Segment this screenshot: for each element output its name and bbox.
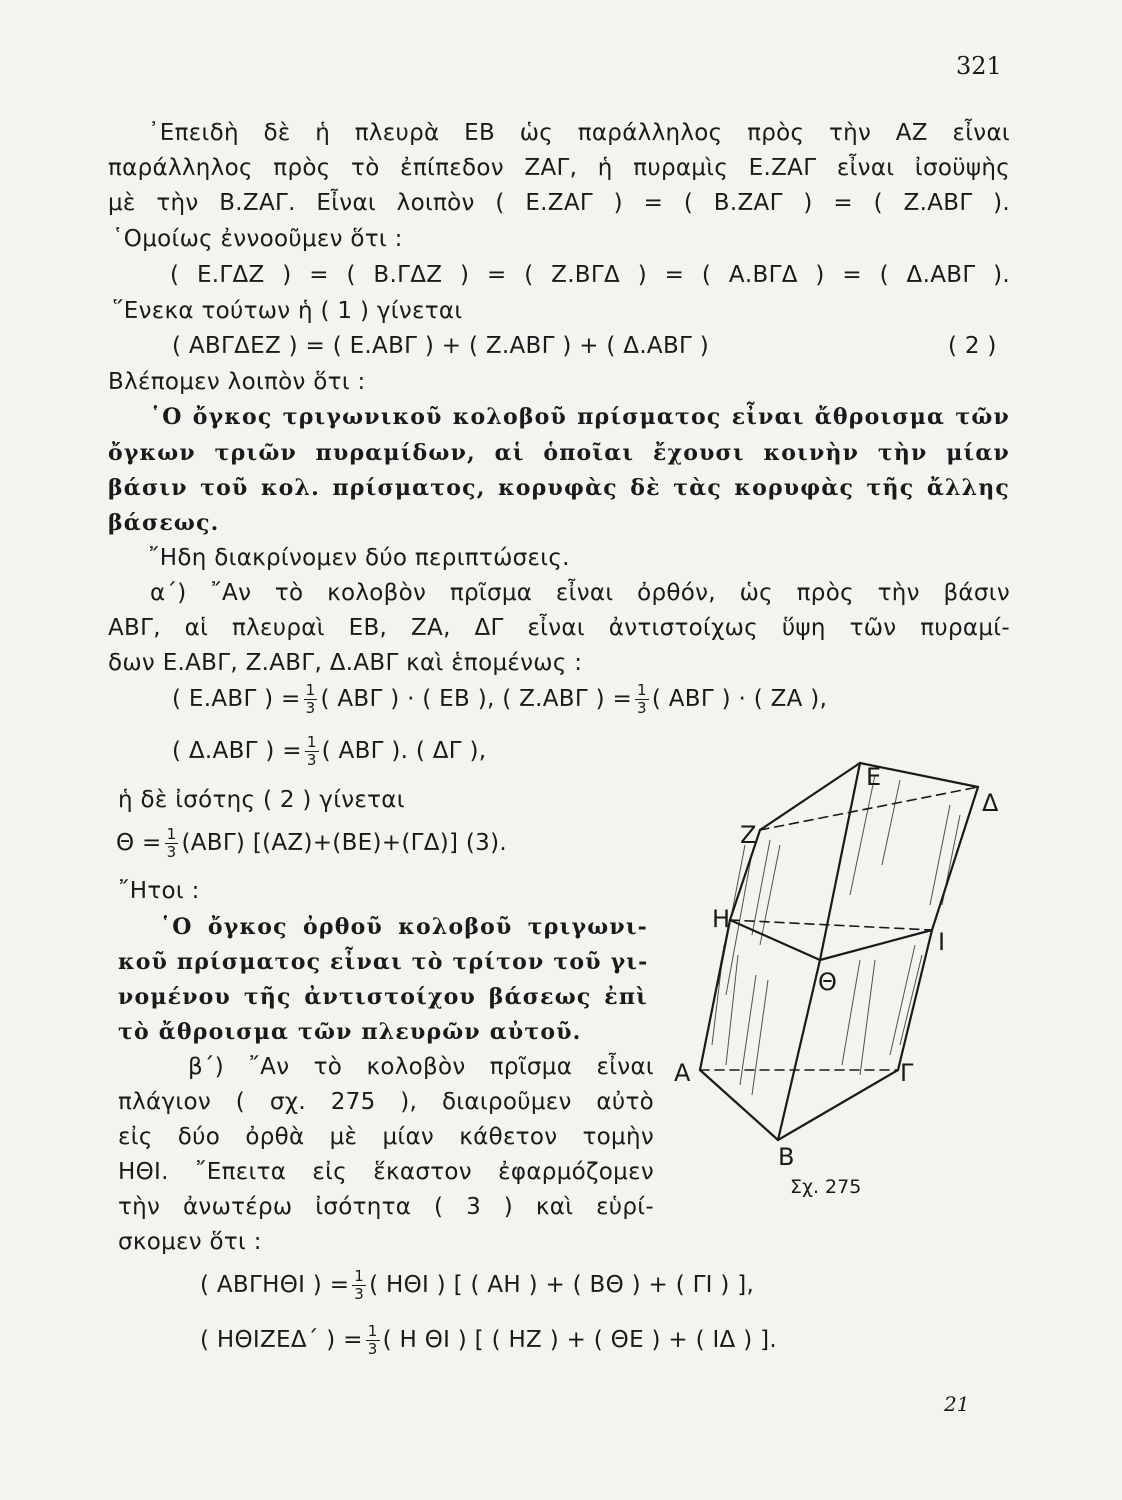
- text-line: ῾Ομοίως ἐννοοῦμεν ὅτι :: [112, 226, 403, 252]
- frac-den: 3: [305, 699, 316, 717]
- frac-den: 3: [354, 1285, 365, 1303]
- edge-ThB: [778, 960, 820, 1140]
- label-Th: Θ: [818, 968, 837, 996]
- eq-part: ( ΑΒΓΗΘΙ ) =: [200, 1272, 350, 1298]
- frac-num: 1: [166, 825, 177, 843]
- equation-b: [172, 734, 486, 769]
- eq-part: ( Δ.ΑΒΓ ) =: [172, 738, 302, 764]
- edge-ThI: [820, 930, 932, 960]
- text-line: ῎Ητοι :: [118, 878, 200, 904]
- eq-part: (ΑΒΓ) [(ΑΖ)+(ΒΕ)+(ΓΔ)] (3).: [181, 830, 508, 856]
- text-line: ΑΒΓ, αἱ πλευραὶ ΕΒ, ΖΑ, ΔΓ εἶναι ἀντιστοίχως ὕψη τῶν πυραμί-: [108, 615, 1010, 641]
- equation-3: [116, 826, 507, 861]
- text-line: μὲ τὴν Β.ΖΑΓ. Εἶναι λοιπὸν ( Ε.ΖΑΓ ) = ( Β.ΖΑΓ ) = ( Ζ.ΑΒΓ ).: [108, 190, 1010, 216]
- frac-den: 3: [306, 751, 317, 769]
- text-line: ἡ δὲ ἰσότης ( 2 ) γίνεται: [118, 787, 405, 813]
- label-E: Ε: [866, 763, 882, 791]
- label-H: Η: [712, 905, 731, 933]
- edge-IG: [898, 930, 932, 1070]
- figure-275-truncated-prism: [660, 745, 1000, 1215]
- frac-den: 3: [637, 699, 647, 717]
- fraction-one-third: [305, 734, 319, 769]
- text-line: δων Ε.ΑΒΓ, Ζ.ΑΒΓ, Δ.ΑΒΓ καὶ ἑπομένως :: [108, 650, 583, 676]
- eq-part: ( ΑΒΓ ) · ( ΖΑ ),: [651, 686, 828, 712]
- equation-c: [200, 1268, 754, 1303]
- theorem-line: ῾Ο ὄγκος ὀρθοῦ κολοβοῦ τριγωνι-: [160, 914, 648, 940]
- frac-num: 1: [354, 1267, 365, 1285]
- text-line: τὴν ἀνωτέρω ἰσότητα ( 3 ) καὶ εὑρί-: [118, 1194, 654, 1220]
- equation-line: ( Ε.ΓΔΖ ) = ( Β.ΓΔΖ ) = ( Ζ.ΒΓΔ ) = ( Α.ΒΓΔ ) = ( Δ.ΑΒΓ ).: [170, 262, 1010, 288]
- eq-part: ( ΗΘΙΖΕΔ΄ ) =: [200, 1327, 363, 1353]
- signature-mark: 21: [944, 1392, 970, 1416]
- eq-part: ( Ε.ΑΒΓ ) =: [172, 686, 301, 712]
- eq-part: Θ =: [116, 830, 162, 856]
- text-line: πλάγιον ( σχ. 275 ), διαιροῦμεν αὐτὸ: [118, 1089, 654, 1115]
- edge-HI-hidden: [730, 920, 932, 930]
- fraction-one-third: [165, 826, 179, 861]
- theorem-line: ῾Ο ὄγκος τριγωνικοῦ κολοβοῦ πρίσματος εἶναι ἄθροισμα τῶν: [150, 404, 1010, 430]
- equation-d: [200, 1323, 777, 1358]
- theorem-line: βάσιν τοῦ κολ. πρίσματος, κορυφὰς δὲ τὰς κορυφὰς τῆς ἄλλης: [108, 475, 1010, 501]
- edge-ETh: [820, 763, 860, 960]
- theorem-line: ὄγκων τριῶν πυραμίδων, αἱ ὁποῖαι ἔχουσι κοινὴν τὴν μίαν: [108, 440, 1010, 466]
- frac-num: 1: [637, 681, 647, 699]
- theorem-line: βάσεως.: [108, 510, 220, 536]
- text-line: σκομεν ὅτι :: [118, 1229, 262, 1255]
- frac-num: 1: [367, 1322, 378, 1340]
- equation-2: [172, 331, 709, 361]
- equation-a: [172, 682, 827, 717]
- text-line: παράλληλος πρὸς τὸ ἐπίπεδον ΖΑΓ, ἡ πυραμὶς Ε.ΖΑΓ εἶναι ἰσοϋψὴς: [108, 155, 1010, 181]
- edge-HTh: [730, 920, 820, 960]
- fraction-one-third: [304, 682, 318, 717]
- figure-caption: Σχ. 275: [790, 1176, 862, 1198]
- text-line: α΄) ῎Αν τὸ κολοβὸν πρῖσμα εἶναι ὀρθόν, ὡς πρὸς τὴν βάσιν: [150, 580, 1010, 606]
- edge-BG: [778, 1070, 898, 1140]
- label-I: Ι: [938, 928, 946, 956]
- theorem-line: νομένου τῆς ἀντιστοίχου βάσεως ἐπὶ: [118, 984, 648, 1010]
- label-G: Γ: [900, 1059, 914, 1087]
- fraction-one-third: [635, 682, 649, 717]
- text-line: εἰς δύο ὀρθὰ μὲ μίαν κάθετον τομὴν: [118, 1124, 654, 1150]
- equation-2-text: ( ΑΒΓΔΕΖ ) = ( Ε.ΑΒΓ ) + ( Ζ.ΑΒΓ ) + ( Δ.ΑΒΓ ): [172, 333, 710, 359]
- label-A: Α: [674, 1059, 691, 1087]
- frac-den: 3: [166, 843, 177, 861]
- text-line: ῞Ενεκα τούτων ἡ ( 1 ) γίνεται: [112, 298, 463, 324]
- frac-num: 1: [306, 733, 317, 751]
- frac-den: 3: [367, 1340, 378, 1358]
- text-line: ΗΘΙ. ῎Επειτα εἰς ἕκαστον ἐφαρμόζομεν: [118, 1159, 654, 1185]
- frac-num: 1: [305, 681, 316, 699]
- page-number: 321: [956, 52, 1002, 80]
- eq-part: ( ΑΒΓ ). ( ΔΓ ),: [321, 738, 487, 764]
- edge-HA: [700, 920, 730, 1070]
- theorem-line: κοῦ πρίσματος εἶναι τὸ τρίτον τοῦ γι-: [118, 949, 649, 975]
- eq-part: ( Η ΘΙ ) [ ( ΗΖ ) + ( ΘΕ ) + ( ΙΔ ) ].: [382, 1327, 777, 1353]
- text-line: ᾿Επειδὴ δὲ ἡ πλευρὰ ΕΒ ὡς παράλληλος πρὸς τὴν ΑΖ εἶναι: [148, 120, 1010, 146]
- edge-AB: [700, 1070, 778, 1140]
- text-line: Βλέπομεν λοιπὸν ὅτι :: [108, 369, 366, 395]
- fraction-one-third: [366, 1323, 380, 1358]
- eq-part: ( ΗΘΙ ) [ ( ΑΗ ) + ( ΒΘ ) + ( ΓΙ ) ],: [369, 1272, 755, 1298]
- equation-2-label: ( 2 ): [948, 333, 997, 359]
- text-line: ῎Ηδη διακρίνομεν δύο περιπτώσεις.: [148, 545, 570, 571]
- label-B: Β: [778, 1143, 795, 1171]
- theorem-line: τὸ ἄθροισμα τῶν πλευρῶν αὐτοῦ.: [118, 1019, 582, 1045]
- text-line: β΄) ῎Αν τὸ κολοβὸν πρῖσμα εἶναι: [188, 1054, 654, 1080]
- fraction-one-third: [352, 1268, 366, 1303]
- label-D: Δ: [982, 789, 999, 817]
- eq-part: ( ΑΒΓ ) · ( ΕΒ ), ( Ζ.ΑΒΓ ) =: [320, 686, 633, 712]
- label-Z: Ζ: [740, 821, 757, 849]
